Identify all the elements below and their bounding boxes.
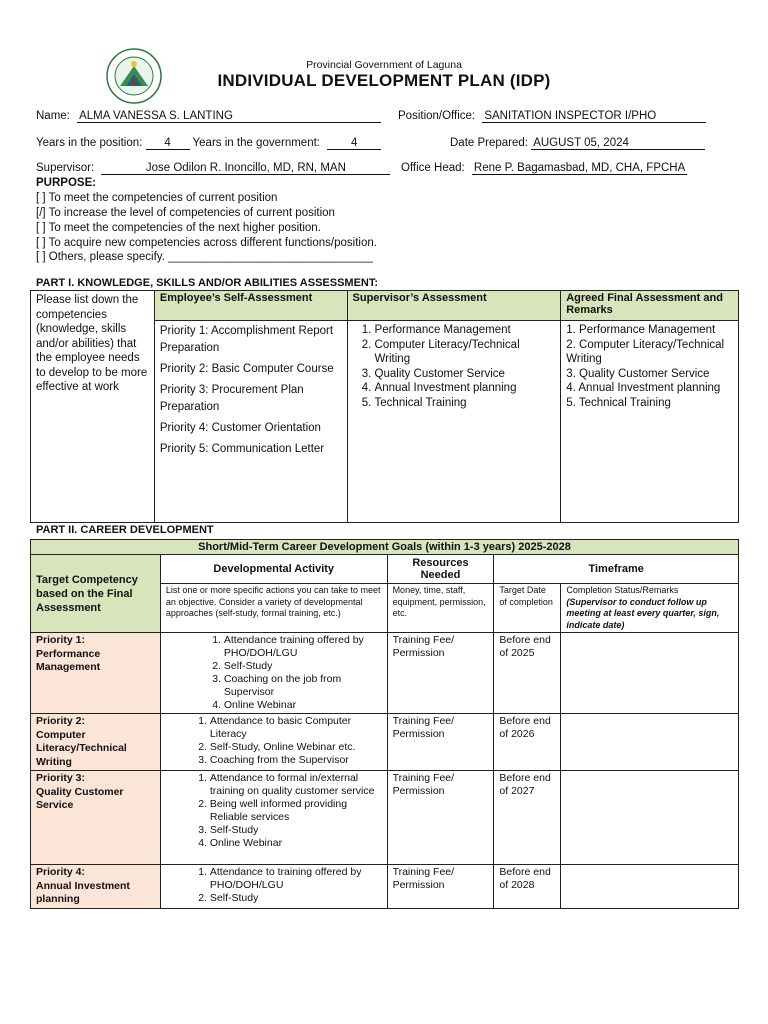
supervisor-label: Supervisor: — [36, 162, 95, 174]
purpose-option[interactable]: [ ] To acquire new competencies across different functions/position. — [36, 237, 377, 249]
activity-item: 1. Attendance to training offered by PHO/DOH/LGU — [210, 866, 382, 892]
priority-label: Priority 2: — [36, 715, 86, 727]
list-item: 4. Annual Investment planning — [375, 381, 556, 396]
table-row — [31, 865, 739, 909]
target-date-cell: Before end of 2027 — [494, 771, 561, 865]
final-assessment-header: Agreed Final Assessment and Remarks — [561, 291, 739, 321]
supervisor-value: Jose Odilon R. Inoncillo, MD, RN, MAN — [101, 162, 390, 175]
activity-item: 3. Coaching from the Supervisor — [210, 754, 382, 767]
status-cell[interactable] — [561, 714, 739, 771]
list-item: 4. Annual Investment planning — [566, 382, 721, 394]
table-row — [31, 771, 739, 865]
activity-cell — [160, 714, 387, 771]
supervisor-assessment-header: Supervisor’s Assessment — [347, 291, 561, 321]
activity-item: 2. Self-Study — [224, 660, 382, 673]
list-item: 2. Computer Literacy/Technical Writing — [375, 338, 556, 367]
target-date-cell: Before end of 2026 — [494, 714, 561, 771]
target-competency-cell — [31, 633, 161, 714]
list-item: 1. Performance Management — [566, 324, 716, 336]
years-row — [36, 137, 381, 150]
activity-cell — [160, 633, 387, 714]
purpose-title: PURPOSE: — [36, 177, 97, 189]
list-item: 2. Computer Literacy/Technical Writing — [566, 338, 725, 365]
status-note: Completion Status/Remarks — [566, 585, 679, 595]
activity-cell — [160, 865, 387, 909]
list-item: 3. Quality Customer Service — [566, 367, 710, 380]
status-note-cell — [561, 584, 739, 633]
career-development-table — [30, 539, 739, 909]
name-label: Name: — [36, 110, 70, 122]
list-item: 3. Quality Customer Service — [375, 367, 556, 382]
list-item: Priority 4: Customer Orientation — [159, 422, 321, 434]
target-date-cell: Before end of 2028 — [494, 865, 561, 909]
list-item: 5. Technical Training — [375, 396, 556, 411]
part2-title: PART II. CAREER DEVELOPMENT — [36, 524, 214, 536]
target-competency-cell — [31, 714, 161, 771]
instruction-cell — [31, 291, 155, 523]
competency-label: Quality Customer Service — [36, 785, 124, 811]
resources-cell: Training Fee/ Permission — [387, 865, 494, 909]
competency-label: Computer Literacy/Technical Writing — [36, 728, 127, 768]
supervisor-assessment-list — [347, 321, 561, 523]
purpose-option[interactable]: [ ] Others, please specify. ________________________________ — [36, 251, 373, 263]
purpose-option[interactable]: [ ] To meet the competencies of the next higher position. — [36, 222, 321, 234]
activity-item: 4. Online Webinar — [224, 699, 382, 712]
position-value: SANITATION INSPECTOR I/PHO — [482, 110, 706, 123]
status-cell[interactable] — [561, 865, 739, 909]
list-item: Priority 5: Communication Letter — [159, 443, 325, 455]
office-head-row — [401, 162, 687, 175]
target-competency-header: Target Competency based on the Final Assessment — [31, 555, 161, 633]
part1-title: PART I. KNOWLEDGE, SKILLS AND/OR ABILITIES ASSESSMENT: — [36, 277, 379, 289]
target-competency-cell — [31, 771, 161, 865]
instruction-text: Please list down the competencies (knowledge, skills and/or abilities) that the employee needs to develop to be more effective at work — [36, 294, 148, 393]
activity-item: 1. Attendance to formal in/external training on quality customer service — [210, 772, 382, 798]
list-item: 1. Performance Management — [375, 323, 556, 338]
activity-item: 4. Online Webinar — [210, 837, 382, 850]
status-cell[interactable] — [561, 633, 739, 714]
date-label: Date Prepared: — [450, 137, 528, 149]
final-assessment-list — [561, 321, 739, 523]
office-head-value: Rene P. Bagamasbad, MD, CHA, FPCHA — [473, 162, 686, 174]
purpose-option[interactable]: [ ] To meet the competencies of current position — [36, 192, 278, 204]
goals-header: Short/Mid-Term Career Development Goals (within 1-3 years) 2025-2028 — [31, 540, 739, 555]
activity-note: List one or more specific actions you can take to meet an objective. Consider a variety of developmental approaches (self-study, formal training, etc.) — [160, 584, 387, 633]
years-gov-value: 4 — [327, 137, 381, 150]
status-note-italic: (Supervisor to conduct follow up meeting at least every quarter, sign, indicate date) — [566, 596, 720, 630]
years-position-label: Years in the position: — [36, 137, 143, 149]
activity-item: 2. Being well informed providing Reliable services — [210, 798, 382, 824]
name-row — [36, 110, 381, 123]
competency-label: Annual Investment planning — [36, 879, 130, 905]
competency-label: Performance Management — [36, 647, 101, 673]
priority-label: Priority 1: — [36, 634, 86, 646]
position-row — [398, 110, 706, 123]
resources-cell: Training Fee/ Permission — [387, 771, 494, 865]
activity-item: 3. Coaching on the job from Supervisor — [224, 673, 382, 699]
document-title: INDIVIDUAL DEVELOPMENT PLAN (IDP) — [217, 71, 551, 90]
self-assessment-header: Employee’s Self-Assessment — [154, 291, 347, 321]
table-row — [31, 714, 739, 771]
target-date-cell: Before end of 2025 — [494, 633, 561, 714]
resources-note: Money, time, staff, equipment, permission, etc. — [387, 584, 494, 633]
office-head-label: Office Head: — [401, 162, 465, 174]
resources-needed-header: Resources Needed — [387, 555, 494, 584]
activity-item: 2. Self-Study — [210, 892, 382, 905]
status-cell[interactable] — [561, 771, 739, 865]
government-name: Provincial Government of Laguna — [306, 59, 462, 71]
activity-item: 1. Attendance training offered by PHO/DOH/LGU — [224, 634, 382, 660]
position-label: Position/Office: — [398, 110, 476, 122]
list-item: Priority 1: Accomplishment Report Preparation — [159, 325, 334, 354]
date-value: AUGUST 05, 2024 — [531, 137, 705, 150]
resources-cell: Training Fee/ Permission — [387, 714, 494, 771]
name-value: ALMA VANESSA S. LANTING — [77, 110, 381, 123]
list-item: Priority 2: Basic Computer Course — [159, 363, 334, 375]
activity-item: 3. Self-Study — [210, 824, 382, 837]
table-row — [31, 633, 739, 714]
resources-cell: Training Fee/ Permission — [387, 633, 494, 714]
activity-item: 2. Self-Study, Online Webinar etc. — [210, 741, 382, 754]
years-position-value: 4 — [146, 137, 190, 150]
years-gov-label: Years in the government: — [192, 137, 320, 149]
timeframe-header: Timeframe — [494, 555, 739, 584]
self-assessment-list — [154, 321, 347, 523]
assessment-table — [30, 290, 739, 523]
developmental-activity-header: Developmental Activity — [160, 555, 387, 584]
list-item: Priority 3: Procurement Plan Preparation — [159, 384, 304, 413]
target-date-note: Target Date of completion — [494, 584, 561, 633]
activity-cell — [160, 771, 387, 865]
list-item: 5. Technical Training — [566, 396, 671, 409]
date-row — [450, 137, 705, 150]
priority-label: Priority 3: — [36, 772, 86, 784]
purpose-option[interactable]: [/] To increase the level of competencies of current position — [36, 207, 335, 219]
target-competency-cell — [31, 865, 161, 909]
activity-item: 1. Attendance to basic Computer Literacy — [210, 715, 382, 741]
supervisor-row — [36, 162, 390, 175]
priority-label: Priority 4: — [36, 866, 86, 878]
